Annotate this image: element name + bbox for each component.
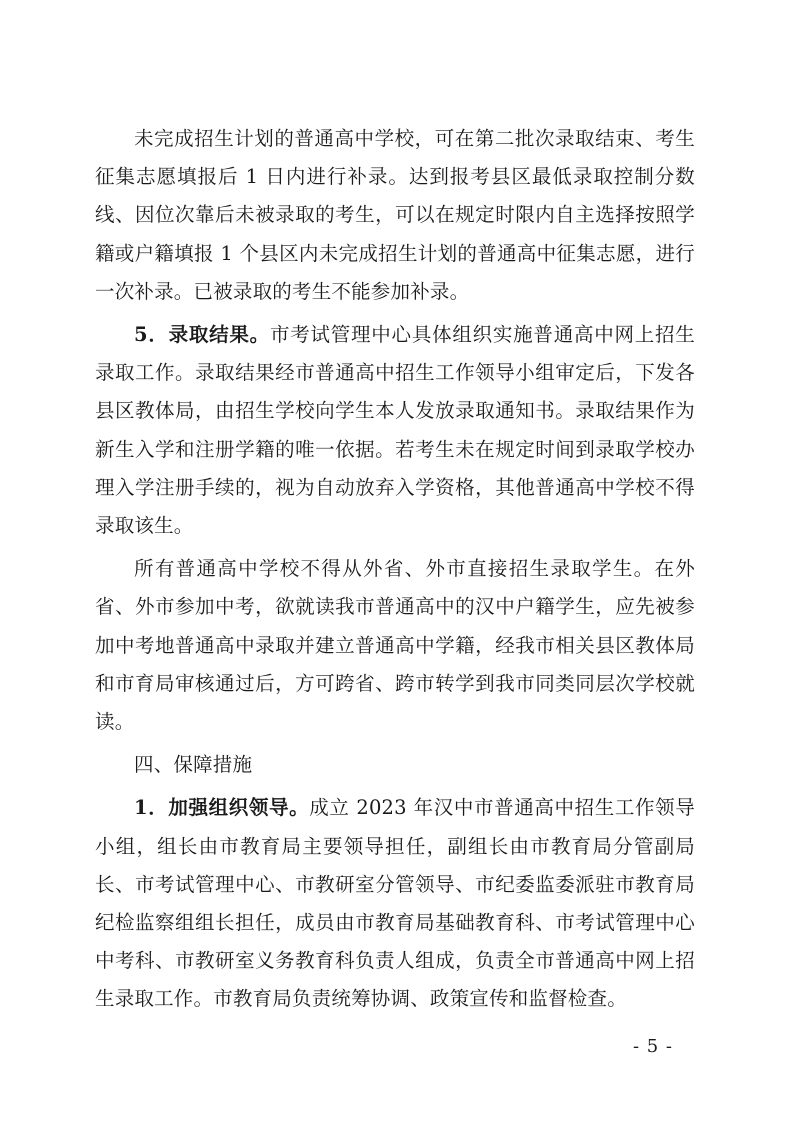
paragraph-text: 市考试管理中心具体组织实施普通高中网上招生录取工作。录取结果经市普通高中招生工作领导小组审定后，下发各县区教体局，由招生学校向学生本人发放录取通知书。录取结果作为新生入学和注册学籍的唯一依据。若考生未在规定时间到录取学校办理入学注册手续的，视为自动放弃入学资格，其他普通高中学校不得录取该生。 — [95, 323, 696, 538]
paragraph-text: 未完成招生计划的普通高中学校，可在第二批次录取结束、考生征集志愿填报后 1 日内进行补录。达到报考县区最低录取控制分数线、因位次靠后未被录取的考生，可以在规定时限内自主选择按照学籍或户籍填报 1 个县区内未完成招生计划的普通高中征集志愿，进行一次补录。已被录取的考生不能参加补录。 — [95, 127, 695, 303]
paragraph-admission-results — [95, 316, 695, 545]
document-body — [95, 120, 695, 1024]
paragraph-lead: 1．加强组织领导。 — [134, 796, 310, 820]
section-heading: 四、保障措施 — [134, 753, 253, 777]
page-number: - 5 - — [632, 1036, 673, 1057]
paragraph-supplementary-admission — [95, 120, 695, 311]
paragraph-organization-leadership — [95, 789, 695, 1018]
paragraph-lead: 5．录取结果。 — [134, 323, 270, 347]
paragraph-text: 成立 2023 年汉中市普通高中招生工作领导小组，组长由市教育局主要领导担任，副组长由市教育局分管副局长、市考试管理中心、市教研室分管领导、市纪委监委派驻市教育局纪检监察组组长担任，成员由市教育局基础教育科、市考试管理中心中考科、市教研室义务教育科负责人组成，负责全市普通高中网上招生录取工作。市教育局负责统筹协调、政策宣传和监督检查。 — [95, 796, 695, 1011]
paragraph-text: 所有普通高中学校不得从外省、外市直接招生录取学生。在外省、外市参加中考，欲就读我市普通高中的汉中户籍学生，应先被参加中考地普通高中录取并建立普通高中学籍，经我市相关县区教体局和市育局审核通过后，方可跨省、跨市转学到我市同类同层次学校就读。 — [95, 557, 695, 734]
paragraph-cross-region-transfer — [95, 550, 695, 741]
